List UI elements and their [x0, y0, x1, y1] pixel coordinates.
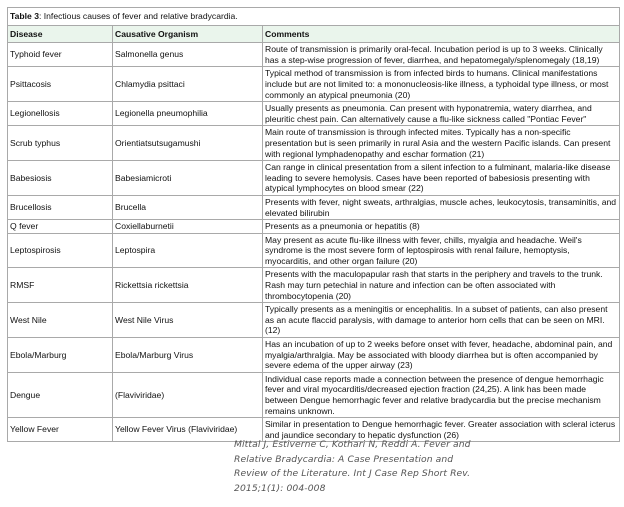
disease-cell: Yellow Fever	[8, 418, 113, 442]
citation-line: Mittal J, Estiverne C, Kothari N, Reddi A. Fever and	[234, 439, 471, 450]
disease-cell: Dengue	[8, 372, 113, 417]
citation-line: Review of the Literature. Int J Case Rep Short Rev.	[234, 468, 471, 479]
comments-cell: Individual case reports made a connection between the presence of dengue hemorrhagic fever and viral myocarditis/decreased ejection fraction (24,25). A link has been made between Dengue hemorrhagic fever and relative bradycardia but the precise mechanism remains unknown.	[263, 372, 620, 417]
comments-cell: Presents with fever, night sweats, arthralgias, muscle aches, leukocytosis, transaminitis, and elevated bilirubin	[263, 195, 620, 219]
organism-cell: Leptospira	[113, 233, 263, 268]
infectious-causes-table	[7, 7, 620, 442]
table-container	[7, 7, 620, 442]
organism-cell: Brucella	[113, 195, 263, 219]
header-row	[8, 25, 620, 43]
organism-cell: Rickettsia rickettsia	[113, 268, 263, 303]
table-row	[8, 67, 620, 102]
organism-cell: Legionella pneumophilia	[113, 102, 263, 126]
comments-cell: Usually presents as pneumonia. Can present with hyponatremia, watery diarrhea, and pleuritic chest pain. Can alternatively cause a flu-like sickness called "Pontiac Fever"	[263, 102, 620, 126]
table-row	[8, 161, 620, 196]
header-disease: Disease	[8, 25, 113, 43]
disease-cell: Legionellosis	[8, 102, 113, 126]
table-row	[8, 102, 620, 126]
organism-cell: Salmonella genus	[113, 43, 263, 67]
table-row	[8, 195, 620, 219]
table-row	[8, 43, 620, 67]
organism-cell: Orientiatsutsugamushi	[113, 126, 263, 161]
comments-cell: Typical method of transmission is from infected birds to humans. Clinical manifestations include but are not limited to: a mononucleosis-like illness, a typhoidal type illness, or most commonly an atypical pneumonia (20)	[263, 67, 620, 102]
comments-cell: Typically presents as a meningitis or encephalitis. In a subset of patients, can also present as an acute flaccid paralysis, with damage to anterior horn cells that can be seen on MRI. (12)	[263, 303, 620, 338]
table-caption	[8, 8, 620, 26]
disease-cell: Leptospirosis	[8, 233, 113, 268]
disease-cell: Psittacosis	[8, 67, 113, 102]
organism-cell: Coxiellaburnetii	[113, 220, 263, 234]
header-organism: Causative Organism	[113, 25, 263, 43]
table-row	[8, 372, 620, 417]
table-row	[8, 126, 620, 161]
table-row	[8, 233, 620, 268]
disease-cell: Brucellosis	[8, 195, 113, 219]
organism-cell: Yellow Fever Virus (Flaviviridae)	[113, 418, 263, 442]
caption-text: : Infectious causes of fever and relative bradycardia.	[38, 11, 238, 21]
table-row	[8, 268, 620, 303]
disease-cell: Ebola/Marburg	[8, 338, 113, 373]
disease-cell: Babesiosis	[8, 161, 113, 196]
citation-line: Relative Bradycardia: A Case Presentation and	[234, 453, 454, 465]
comments-cell: Has an incubation of up to 2 weeks before onset with fever, headache, abdominal pain, and myalgia/arthralgia. May be associated with bloody diarrhea but is often accompanied by severe edema of the upper airway (23)	[263, 338, 620, 373]
organism-cell: Babesiamicroti	[113, 161, 263, 196]
comments-cell: Similar in presentation to Dengue hemorrhagic fever. Greater association with scleral icterus and jaundice secondary to hepatic dysfunction (26)	[263, 418, 620, 442]
citation	[234, 438, 554, 496]
disease-cell: Typhoid fever	[8, 43, 113, 67]
disease-cell: Q fever	[8, 220, 113, 234]
organism-cell: West Nile Virus	[113, 303, 263, 338]
comments-cell: Presents with the maculopapular rash that starts in the periphery and travels to the trunk. Rash may turn petechial in nature and infection can be often associated with thrombocytopenia (20)	[263, 268, 620, 303]
comments-cell: Presents as a pneumonia or hepatitis (8)	[263, 220, 620, 234]
table-row	[8, 220, 620, 234]
caption-row	[8, 8, 620, 26]
disease-cell: RMSF	[8, 268, 113, 303]
comments-cell: Route of transmission is primarily oral-fecal. Incubation period is up to 3 weeks. Clinically has a step-wise progression of fever, diarrhea, and hepatomegaly/splenomegaly (18,19)	[263, 43, 620, 67]
table-row	[8, 338, 620, 373]
caption-label: Table 3	[10, 11, 39, 21]
organism-cell: Chlamydia psittaci	[113, 67, 263, 102]
citation-line: 2015;1(1): 004-008	[234, 482, 326, 494]
comments-cell: Can range in clinical presentation from a silent infection to a fulminant, malaria-like disease leading to severe hemolysis. Cases have been reported of babesiosis presenting with atypical lymphocytes on blood smear (22)	[263, 161, 620, 196]
disease-cell: West Nile	[8, 303, 113, 338]
table-row	[8, 303, 620, 338]
organism-cell: Ebola/Marburg Virus	[113, 338, 263, 373]
comments-cell: May present as acute flu-like illness with fever, chills, myalgia and headache. Weil's syndrome is the most severe form of leptospirosis with renal failure, hemoptysis, myocarditis, and other organ failure (20)	[263, 233, 620, 268]
header-comments: Comments	[263, 25, 620, 43]
disease-cell: Scrub typhus	[8, 126, 113, 161]
organism-cell: (Flaviviridae)	[113, 372, 263, 417]
comments-cell: Main route of transmission is through infected mites. Typically has a non-specific presentation but is seen primarily in rural Asia and the western Pacific islands. Can present with regional lymphadenopathy and eschar formation (21)	[263, 126, 620, 161]
